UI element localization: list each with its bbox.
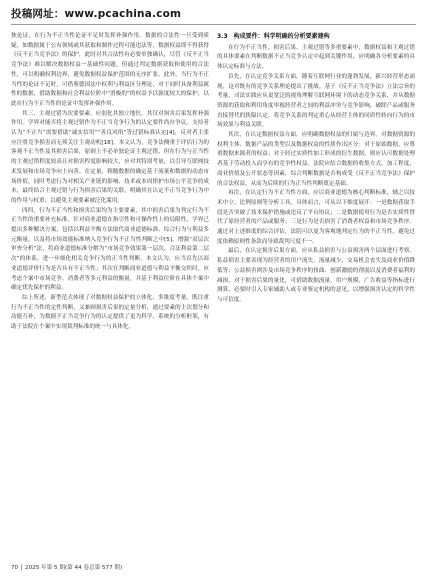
body-paragraph: 独论证，在行为不正当性论证不足时发挥补强作用。数据的合法性一旦受到质疑，如数据属于公有领域或其获取和制作过程可能违法等，数据权益即不得获得《反不正当竞争法》的保护，此时对其合法性有必要单独确认，尽管《反不正当竞争法》难以解决数据权益一基础性问题，但通过判定数据获取和使用的合法性，可以明确权利边界，避免数据权益保护范围的无序扩张。此外，当行为不正当性的论证不足时，可借鉴德国法中权利与利益区分理论，对于同时具备利益属性的数据，借助数据和社会利益位阶中“消极的”的权益予以强度较大的保护，以此在行为不正当性的论证中发挥补强作用。 <box>11 33 209 107</box>
page-footer: 70 │ 2025 年第 5 期(第 44 卷总第 577 期) <box>11 565 123 571</box>
left-column <box>11 32 209 333</box>
body-paragraph: 四四，行为不正当性和损害后果均为主要要素，其中损害后果为判定行为不正当性的重要补充标准。针对商业道德在指引性和可操作性上的局限性，学界已提出多种解决方案，包括以利益平衡方法取代商业道德标准、综合行为与利益多元衡量，以及将市场效能标准纳入竞争行为不正当性判断之中[5]、增强“双层次审查分析”法，将商业道德标准分解为“市场竞争效果第一层次，合法利益第二层次”的体系，进一步细化相关竞争行为的正当性判断。本文认为，应当首先以商业道德评价行为是否具有不正当性；其次在判断商业道德与利益平衡交织时，应考虑个案中市场竞争、消费者等多元利益的衡量，并基于利益位阶在具体个案中确定优先保护的利益。 <box>11 207 209 292</box>
section-heading: 3.3 构成要件：科学明确的分析要素建构 <box>217 33 330 40</box>
body-paragraph: 首先，在认定竞争关系方面，随着互联网行业的蓬勃发展，新兴经营形态涌现，这对既有的竞争关系理论提出了挑战。基于《反不正当竞争法》立法宗旨的考量，司法实践应从更宽泛的视角理解互联网环境下的动态竞争关系，并从数据资源的获取和利用角度审视经营者之间的利益冲突与竞争影响，破除产品或服务直接替代的狭隘认定，将竞争关系的判定重心从经营主体的同质性转向行为的市场效果与利益关联。 <box>217 73 415 129</box>
header-divider <box>11 24 416 25</box>
right-column <box>217 32 415 306</box>
body-paragraph: 其三，主观过错为次要要素，应弱化其独立地位，其仅对损害后果发挥补强作用。学界对能否将主观过错作为不正当竞争行为的认定要件尚存争议，支持者认为“不正当”需要借助“诚实信用”“善良风俗”等过错标准认定[4]，反对者主张应注重竞争损害而无须关注主观动机[18]。本文认为，竞争法侧重于评估行为的客观不正当性及其损害后果，原则上不必单独论证主观过错，但在行为与正当性的主观过错程度较高且对损害程度影响较大，应对其特别考量，以引导互联网技术发展和市场竞争向上向善。在定量、粗糙数据的确定基于流量和数据的动态市场价值，同时考虑行为对相关产业链的影响、技术或本周律护市场公平竞争的成本，最终结合主观过错与行为损害后果的关联，明确其在认定不正当竞争行为中的作用与权重，以避免主观要素被泛化滥用。 <box>11 110 209 204</box>
body-paragraph: 在行为不正当性、损害后果、主观过错等多重要素中，数据权益和主观过错的具体要素在判断数据不正当竞争认定中起到关键作用，应明确各分析要素的具体认定标准与方法。 <box>217 44 415 71</box>
journal-website: 投稿网址：www.pcachina.com <box>11 8 182 20</box>
body-paragraph: 其次，在认定数据权益方面，应明确数据权益的归属与边界。对数据资源的权利主体、数据产品的类型以及数据权益的性质作出区分：对于原始数据，应尊重数据来源者的权益；对于经过实质性加工形成的衍生数据，则应认可数据处理者基于劳动投入而享有的竞争性权益。法院应结合数据的收集方式、加工程度、商业价值及公开状态等因素，综合判断数据是否构成受《反不正当竞争法》保护的合法权益，从而为后续的行为正当性判断奠定基础。 <box>217 132 415 187</box>
body-paragraph: 再次，在认定行为不正当性方面，应以商业道德为核心判断标准，辅之以技术中立、比例原则等分析工具。具体而言，可从以下维度展开：一是数据获取手段是否突破了技术保护措施或违反了平台协议；二是数据使用行为是否实质性替代了原经营者的产品或服务；三是行为是否损害了消费者权益和市场竞争秩序。通过对上述维度的综合评估，法院可以更为客观地判定行为的不正当性，避免过度依赖原则性条款而导致裁判尺度不一。 <box>217 190 415 245</box>
body-paragraph: 最后，在认定损害后果方面，应从私益损害与公益损害两个层面进行考察。私益损害主要表现为经营者的用户流失、流量减少、交易机会丧失及商业价值降低等；公益损害则涉及市场竞争秩序的扭曲、创新激励的削弱以及消费者福利的减损。对于损害后果的量化，可借助数据流量、用户规模、广告收益等指标进行测算，必要时引入专家辅助人或专业鉴定机构的意见，以增强损害认定的科学性与可信度。 <box>217 248 415 303</box>
body-paragraph: 综上所述，新型范式体现了对数据权益保护的立体化、多维度考量，既注重行为不正当性的定性判断，又兼顾损害后果的定量分析，通过要素的主次划分和功能互补，为数据不正当竞争行为的认定提供了更为科学、系统的分析框架，有助于法院在个案中实现裁判标准的统一与具体化。 <box>11 294 209 331</box>
